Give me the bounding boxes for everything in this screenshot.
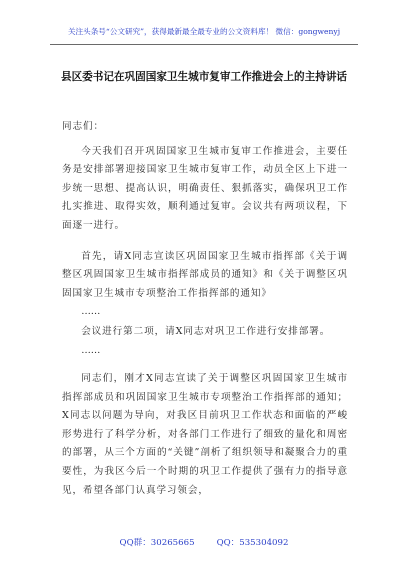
header-divider [50,44,358,45]
paragraph-first-agenda: 首先，请X同志宣读区巩固国家卫生城市指挥部《关于调整区巩固国家卫生城市指挥部成员的通知》和《关于调整区巩固国家卫生城市专项整治工作指挥部的通知》 [62,250,348,299]
paragraph-opening: 今天我们召开巩固国家卫生城市复审工作推进会，主要任务是安排部署迎接国家卫生城市复审工作，动员全区上下进一步统一思想、提高认识，明确责任、狠抓落实，确保巩卫工作扎实推进、取得实效，顺利通过复审。会议共有两项议程，下面逐一进行。 [62,145,348,231]
paragraph-greeting: 同志们： [62,121,104,132]
footer-qq-group: QQ群：30265665 [119,538,195,548]
paragraph-summary: 同志们，刚才X同志宣读了关于调整区巩固国家卫生城市指挥部成员和巩固国家卫生城市专项整治工作指挥部的通知；X同志以问题为导向，对我区目前巩卫工作状态和面临的严峻形势进行了科学分析，对各部门工作进行了细致的量化和周密的部署，从三个方面的“关键”剖析了组织领导和凝聚合力的重要性，为我区今后一个时期的巩卫工作提供了强有力的指导意见，希望各部门认真学习领会， [62,372,348,496]
paragraph-ellipsis: …… [81,306,101,318]
paragraph-second-agenda: 会议进行第二项，请X同志对巩卫工作进行安排部署。 [81,326,331,338]
footer-contact [0,536,408,548]
paragraph-ellipsis: …… [81,344,101,356]
header-promo-note: 关注头条号“公文研究”，获得最新最全最专业的公文资料库！ 微信：gongwenyj [67,27,341,36]
footer-qq: QQ：535304092 [216,538,289,548]
document-title: 县区委书记在巩固国家卫生城市复审工作推进会上的主持讲话 [60,71,348,83]
document-body [62,118,348,500]
